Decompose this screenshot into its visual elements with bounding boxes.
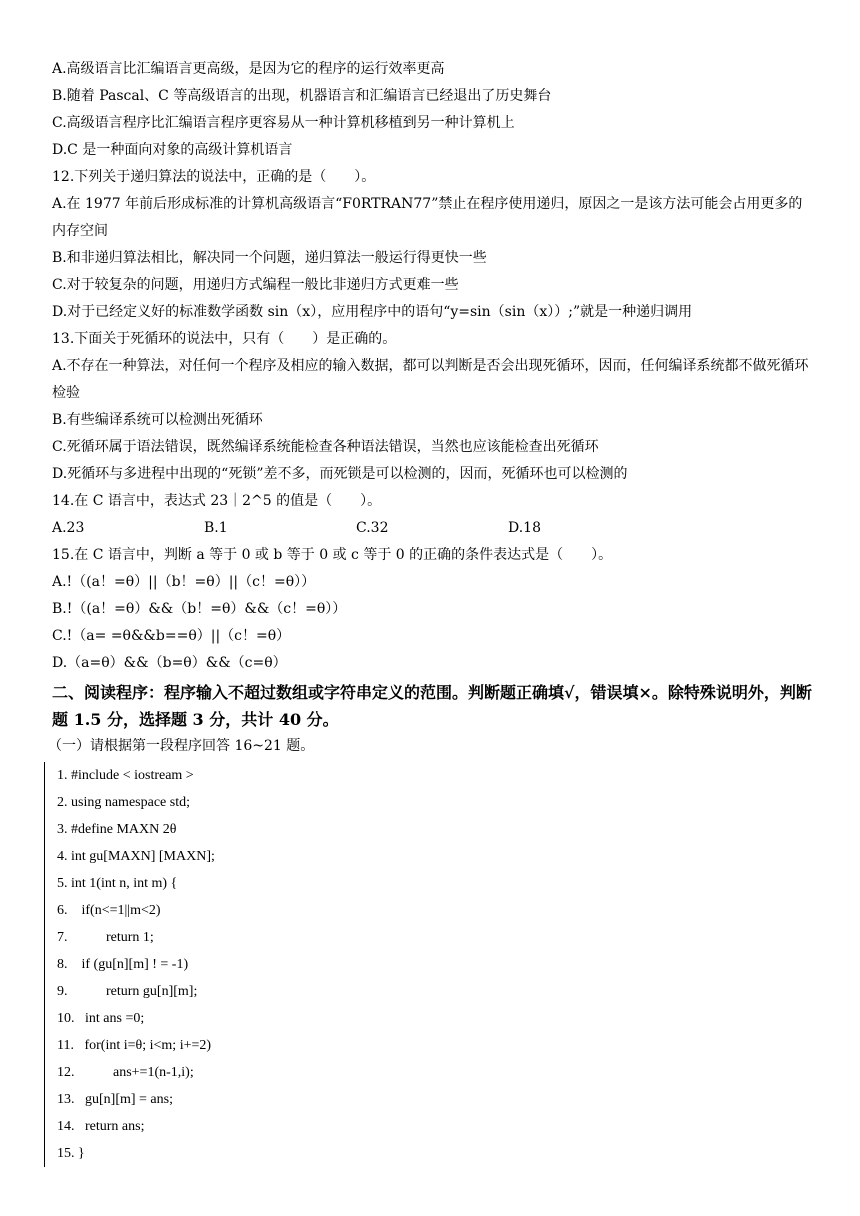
text-line: B.和非递归算法相比，解决同一个问题，递归算法一般运行得更快一些	[52, 250, 487, 266]
code-listing	[44, 762, 812, 1167]
code-line: 14. return ans;	[57, 1119, 145, 1134]
q14-choices	[52, 515, 812, 542]
q14-choice: D.18	[508, 520, 541, 536]
code-line: 1. #include < iostream >	[57, 768, 194, 783]
q11-options	[52, 56, 812, 191]
code-line: 8. if (gu[n][m] ! = -1)	[57, 957, 189, 972]
code-line: 5. int 1(int n, int m) {	[57, 876, 178, 891]
code-line: 10. int ans =0;	[57, 1011, 145, 1026]
q12-option-a: A.在 1977 年前后形成标准的计算机高级语言“F0RTRAN77”禁止在程序使用递归，原因之一是该方法可能会占用更多的内存空间	[52, 196, 803, 239]
q14-choice: B.1	[204, 520, 228, 536]
text-line: C.!（a= =θ&&b==θ）||（c！=θ）	[52, 628, 291, 644]
code-line: 13. gu[n][m] = ans;	[57, 1092, 173, 1107]
text-line: 12.下列关于递归算法的说法中，正确的是（ ）。	[52, 169, 376, 185]
section-2-subtitle: （一）请根据第一段程序回答 16~21 题。	[48, 738, 315, 754]
q15-block	[52, 542, 812, 677]
q13-option-a: A.不存在一种算法，对任何一个程序及相应的输入数据，都可以判断是否会出现死循环，因而，任何编译系统都不做死循环检验	[52, 358, 809, 401]
text-line: C.对于较复杂的问题，用递归方式编程一般比非递归方式更难一些	[52, 277, 459, 293]
code-line: 4. int gu[MAXN] [MAXN];	[57, 849, 215, 864]
code-line: 7. return 1;	[57, 930, 154, 945]
text-line: B.!（(a！=θ）&&（b！=θ）&&（c！=θ））	[52, 601, 347, 617]
text-line: D.（a=θ）&&（b=θ）&&（c=θ）	[52, 655, 287, 671]
text-line: C.高级语言程序比汇编语言程序更容易从一种计算机移植到另一种计算机上	[52, 115, 515, 131]
text-line: 13.下面关于死循环的说法中，只有（ ）是正确的。	[52, 331, 397, 347]
text-line: D.C 是一种面向对象的高级计算机语言	[52, 142, 293, 158]
text-line: 14.在 C 语言中，表达式 23｜2^5 的值是（ ）。	[52, 493, 382, 509]
text-line: 15.在 C 语言中，判断 a 等于 0 或 b 等于 0 或 c 等于 0 的正确的条件表达式是（ ）。	[52, 547, 613, 563]
code-line: 11. for(int i=θ; i<m; i+=2)	[57, 1038, 212, 1053]
q14-choice: C.32	[356, 520, 389, 536]
document-page	[48, 56, 812, 1167]
code-line: 9. return gu[n][m];	[57, 984, 198, 999]
text-line: A.高级语言比汇编语言更高级，是因为它的程序的运行效率更高	[52, 61, 445, 77]
section-2-title: 二、阅读程序：程序输入不超过数组或字符串定义的范围。判断题正确填√，错误填×。除特殊说明外，判断题 1.5 分，选择题 3 分，共计 40 分。	[52, 683, 812, 729]
text-line: D.死循环与多进程中出现的“死锁”差不多，而死锁是可以检测的，因而，死循环也可以检测的	[52, 466, 628, 482]
text-line: A.!（(a！=θ）||（b！=θ）||（c！=θ））	[52, 574, 316, 590]
code-line: 3. #define MAXN 2θ	[57, 822, 177, 837]
q13-options-rest	[52, 407, 812, 515]
code-line: 2. using namespace std;	[57, 795, 190, 810]
code-line: 12. ans+=1(n-1,i);	[57, 1065, 194, 1080]
text-line: C.死循环属于语法错误，既然编译系统能检查各种语法错误，当然也应该能检查出死循环	[52, 439, 599, 455]
code-line: 15. }	[57, 1146, 85, 1161]
text-line: B.有些编译系统可以检测出死循环	[52, 412, 263, 428]
text-line: B.随着 Pascal、C 等高级语言的出现，机器语言和汇编语言已经退出了历史舞台	[52, 88, 552, 104]
q12-options-rest	[52, 245, 812, 353]
text-line: D.对于已经定义好的标准数学函数 sin（x），应用程序中的语句“y=sin（sin（x））;”就是一种递归调用	[52, 304, 693, 320]
q14-choice: A.23	[52, 520, 85, 536]
code-line: 6. if(n<=1||m<2)	[57, 903, 161, 918]
